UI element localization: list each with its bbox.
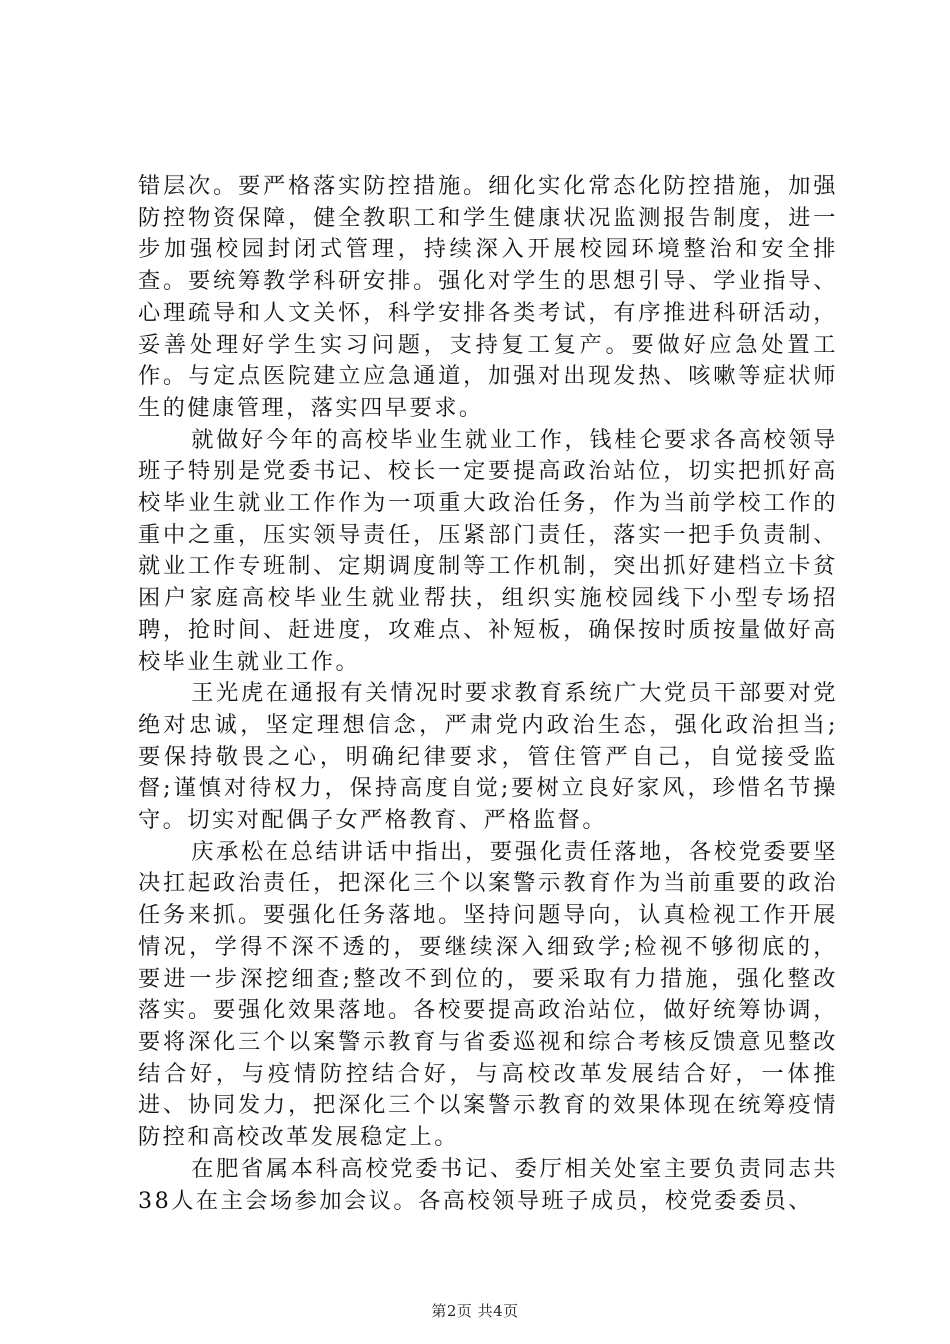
paragraph-employment: 就做好今年的高校毕业生就业工作，钱桂仑要求各高校领导班子特别是党委书记、校长一定要提高政治站位，切实把抓好高校毕业生就业工作作为一项重大政治任务，作为当前学校工作的重中之重，压实领导责任，压紧部门责任，落实一把手负责制、就业工作专班制、定期调度制等工作机制，突出抓好建档立卡贫困户家庭高校毕业生就业帮扶，组织实施校园线下小型专场招聘，抢时间、赶进度，攻难点、补短板，确保按时质按量做好高校毕业生就业工作。: [138, 426, 838, 675]
page-footer: 第2页 共4页: [431, 1302, 519, 1320]
paragraph-attendees: 在肥省属本科高校党委书记、委厅相关处室主要负责同志共38人在主会场参加会议。各高校领导班子成员，校党委委员、: [138, 1155, 838, 1214]
paragraph-discipline: 王光虎在通报有关情况时要求教育系统广大党员干部要对党绝对忠诚，坚定理想信念，严肃党内政治生态，强化政治担当;要保持敬畏之心，明确纪律要求，管住管严自己，自觉接受监督;谨慎对待权力，保持高度自觉;要树立良好家风，珍惜名节操守。切实对配偶子女严格教育、严格监督。: [138, 680, 838, 834]
document-body: [138, 171, 838, 1217]
paragraph-summary-speech: 庆承松在总结讲话中指出，要强化责任落地，各校党委要坚决扛起政治责任，把深化三个以案警示教育作为当前重要的政治任务来抓。要强化任务落地。坚持问题导向，认真检视工作开展情况，学得不深不透的，要继续深入细致学;检视不够彻底的，要进一步深挖细查;整改不到位的，要采取有力措施，强化整改落实。要强化效果落地。各校要提高政治站位，做好统筹协调，要将深化三个以案警示教育与省委巡视和综合考核反馈意见整改结合好，与疫情防控结合好，与高校改革发展结合好，一体推进、协同发力，把深化三个以案警示教育的效果体现在统筹疫情防控和高校改革发展稳定上。: [138, 838, 838, 1151]
paragraph-continuation: 错层次。要严格落实防控措施。细化实化常态化防控措施，加强防控物资保障，健全教职工和学生健康状况监测报告制度，进一步加强校园封闭式管理，持续深入开展校园环境整治和安全排查。要统筹教学科研安排。强化对学生的思想引导、学业指导、心理疏导和人文关怀，科学安排各类考试，有序推进科研活动，妥善处理好学生实习问题，支持复工复产。要做好应急处置工作。与定点医院建立应急通道，加强对出现发热、咳嗽等症状师生的健康管理，落实四早要求。: [138, 173, 838, 421]
